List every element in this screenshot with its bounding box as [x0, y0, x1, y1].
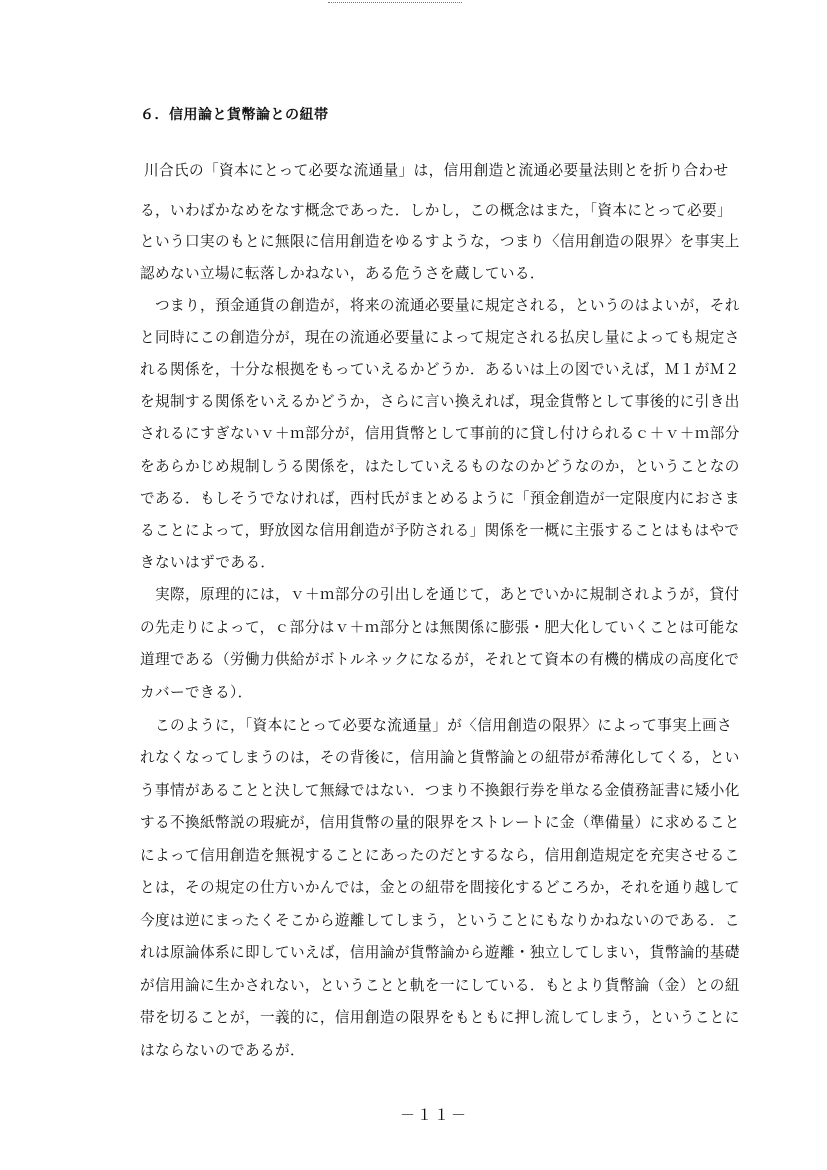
text-line: の先走りによって，ｃ部分はｖ＋ｍ部分とは無関係に膨張・肥大化していくことは可能な [140, 619, 740, 636]
text-line: れなくなってしまうのは，その背後に，信用論と貨幣論との紐帯が希薄化してくる，とい [140, 749, 740, 766]
text-line: 認めない立場に転落しかねない，ある危うさを蔵している． [140, 265, 545, 282]
text-line: 帯を切ることが，一義的に，信用創造の限界をもともに押し流してしまう，ということに [140, 1009, 740, 1026]
text-line: 川合氏の「資本にとって必要な流通量」は，信用創造と流通必要量法則とを折り合わせ [144, 162, 729, 179]
text-line: によって信用創造を無視することにあったのだとするなら，信用創造規定を充実させるこ [140, 847, 740, 864]
text-line: る，いわばかなめをなす概念であった．しかし，この概念はまた，「資本にとって必要」 [140, 202, 733, 219]
text-line: と同時にこの創造分が，現在の流通必要量によって規定される払戻し量によっても規定さ [140, 329, 740, 346]
page-number: －１１－ [400, 1106, 469, 1124]
text-line: カバーできる）． [140, 684, 253, 701]
text-line: する不換紙幣説の瑕疵が，信用貨幣の量的限界をストレートに金（準備量）に求めること [140, 814, 740, 831]
text-line: このように，「資本にとって必要な流通量」が〈信用創造の限界〉によって事実上画さ [155, 717, 733, 734]
text-line: う事情があることと決して無縁ではない．つまり不換銀行券を単なる金債務証書に矮小化 [140, 782, 740, 799]
text-line: 道理である（労働力供給がボトルネックになるが，それとて資本の有機的構成の高度化で [140, 651, 740, 668]
text-line: が信用論に生かされない，ということと軌を一にしている．もとより貨幣論（金）との紐 [140, 977, 740, 994]
text-line: をあらかじめ規制しうる関係を，はたしていえるものなのかどうなのか，ということなの [140, 458, 740, 475]
text-line: つまり，預金通貨の創造が，将来の流通必要量に規定される，というのはよいが，それ [155, 297, 740, 314]
text-line: れは原論体系に即していえば，信用論が貨幣論から遊離・独立してしまい，貨幣論的基礎 [140, 944, 740, 961]
section-heading: ６．信用論と貨幣論との紐帯 [140, 107, 329, 123]
text-line: 実際，原理的には，ｖ＋ｍ部分の引出しを通じて，あとでいかに規制されようが，貸付 [155, 586, 740, 603]
text-line: という口実のもとに無限に信用創造をゆるすような，つまり〈信用創造の限界〉を事実上 [140, 233, 740, 250]
text-line: 今度は逆にまったくそこから遊離してしまう，ということにもなりかねないのである．こ [140, 912, 740, 929]
text-line: はならないのであるが． [140, 1042, 305, 1059]
text-line: を規制する関係をいえるかどうか，さらに言い換えれば，現金貨幣として事後的に引き出 [140, 393, 740, 410]
text-line: ることによって，野放図な信用創造が予防される」関係を一概に主張することはもはやで [140, 522, 740, 539]
text-line: れる関係を，十分な根拠をもっていえるかどうか．あるいは上の図でいえば，Ｍ１がＭ２ [140, 361, 740, 378]
text-line: とは，その規定の仕方いかんでは，金との紐帯を間接化するどころか，それを通り越して [140, 879, 740, 896]
text-line: きないはずである． [140, 554, 276, 571]
scan-artifact-mark [328, 2, 462, 6]
text-line: されるにすぎないｖ＋ｍ部分が，信用貨幣として事前的に貸し付けられるｃ＋ｖ＋ｍ部分 [140, 425, 740, 442]
text-line: である．もしそうでなければ，西村氏がまとめるように「預金創造が一定限度内におさま [140, 490, 740, 507]
